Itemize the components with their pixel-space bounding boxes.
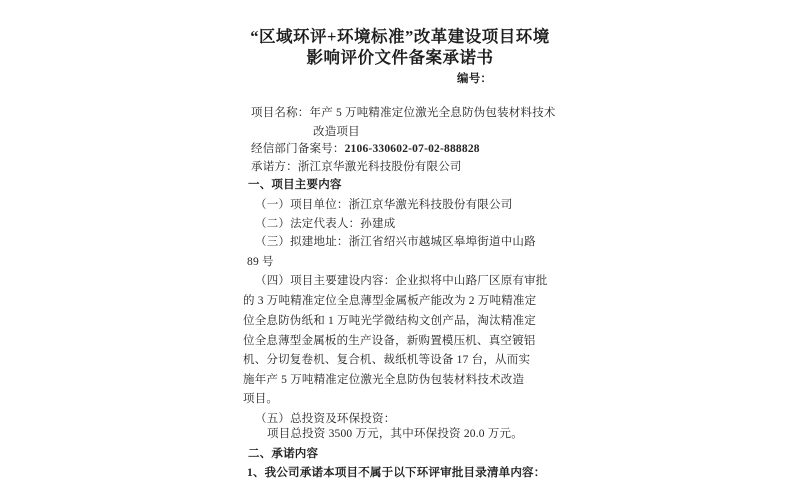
item-address-line2: 89 号 [247, 256, 274, 268]
item-construction-line1: （四）项目主要建设内容：企业拟将中山路厂区原有审批 [255, 275, 548, 287]
serial-number-label: 编号： [457, 73, 493, 85]
commitment-item1: 1、我公司承诺本项目不属于以下环评审批目录清单内容： [247, 467, 546, 479]
promisor-line [251, 161, 462, 174]
project-name-value-line1: 年产 5 万吨精准定位激光全息防伪包装材料技术 [309, 107, 556, 119]
item-construction-line6: 施年产 5 万吨精准定位激光全息防伪包装材料技术改造 [243, 374, 525, 386]
item-investment-detail: 项目总投资 3500 万元，其中环保投资 20.0 万元。 [267, 428, 523, 440]
item-construction-line3: 位全息防伪纸和 1 万吨光学微结构文创产品，淘汰精准定 [243, 315, 536, 327]
item-construction-line7: 项目。 [243, 393, 279, 405]
filing-number-label: 经信部门备案号： [251, 143, 345, 155]
item-construction-line4: 位全息薄型金属板的生产设备，新购置模压机、真空镀铝 [243, 335, 536, 347]
project-name-label: 项目名称： [251, 107, 310, 119]
item-project-unit: （一）项目单位：浙江京华激光科技股份有限公司 [255, 199, 513, 211]
filing-number-line [251, 143, 480, 156]
document-title-line2: 影响评价文件备案承诺书 [306, 48, 494, 67]
item-address-line1: （三）拟建地址：浙江省绍兴市越城区皋埠街道中山路 [255, 236, 536, 248]
filing-number-value: 2106-330602-07-02-888828 [344, 143, 480, 155]
promisor-value: 浙江京华激光科技股份有限公司 [297, 161, 462, 173]
item-construction-line2: 的 3 万吨精准定位全息薄型金属板产能改为 2 万吨精准定 [243, 295, 537, 307]
document-title [180, 26, 620, 68]
section-commitment-heading: 二、承诺内容 [248, 448, 319, 460]
section-main-heading: 一、项目主要内容 [248, 179, 342, 191]
item-investment-heading: （五）总投资及环保投资： [255, 413, 396, 425]
project-name-value-line2: 改造项目 [313, 126, 360, 138]
promisor-label: 承诺方： [251, 161, 298, 173]
item-construction-line5: 机、分切复卷机、复合机、裁纸机等设备 17 台，从而实 [243, 354, 531, 366]
item-legal-representative: （二）法定代表人：孙建成 [255, 218, 396, 230]
document-title-line1: “区域环评+环境标准”改革建设项目环境 [250, 27, 550, 46]
project-name-line [251, 107, 556, 120]
